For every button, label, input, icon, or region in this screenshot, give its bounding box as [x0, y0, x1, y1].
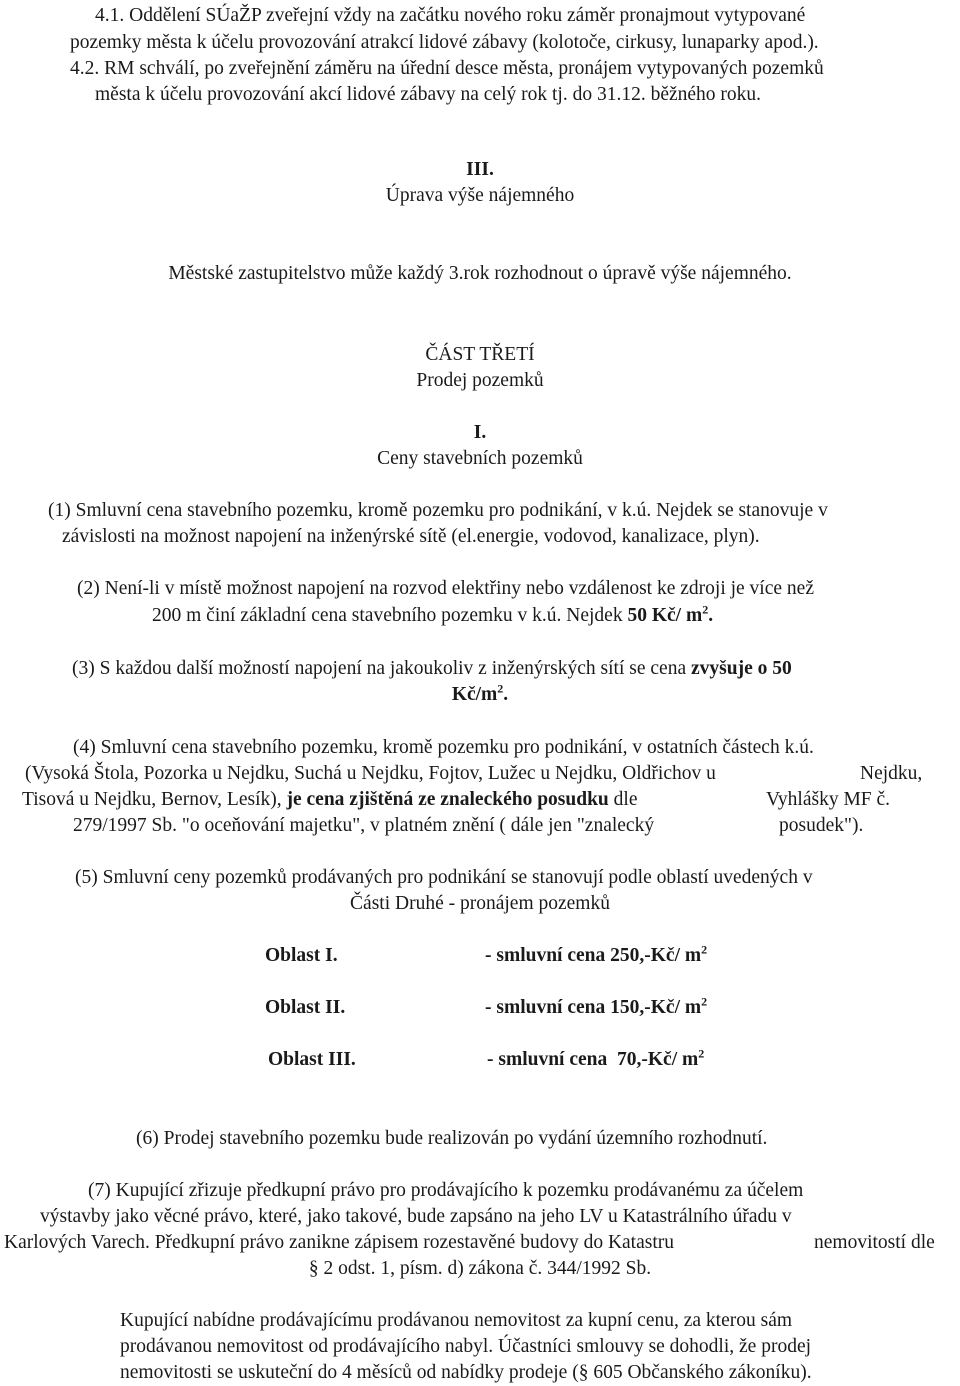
para-3-line-2: $Kč/m^2$. — [451, 681, 509, 705]
para-2-line-2: 200 m činí základní cena stavebního pozemku v k.ú. Nejdek 50 Kč/ $m^2$. — [152, 602, 714, 626]
area-price: - smluvní cena 250,-Kč/ $m^2$ — [485, 942, 708, 966]
section-title-prices: Ceny stavebních pozemků — [377, 448, 583, 469]
expert-valuation: je cena zjištěná ze znaleckého posudku — [286, 789, 609, 810]
area-price: - smluvní cena 150,-Kč/ $m^2$ — [485, 994, 708, 1018]
para-4-line-1: (4) Smluvní cena stavebního pozemku, kromě pozemku pro podnikání, v ostatních částech k.ú. — [73, 737, 814, 758]
para-4-1-line-2: pozemky města k účelu provozování atrakcí lidové zábavy (kolotoče, cirkusy, lunaparky apod.). — [70, 32, 819, 53]
price-increase: zvyšuje o 50 — [690, 658, 792, 679]
para-7-line-3a: Karlových Varech. Předkupní právo zanikne zápisem rozestavěné budovy do Katastru — [4, 1232, 674, 1253]
rent-adjustment-text: Městské zastupitelstvo může každý 3.rok rozhodnout o úpravě výše nájemného. — [168, 263, 792, 284]
para-8-line-2: prodávanou nemovitost od prodávajícího nabyl. Účastníci smlouvy se dohodli, že prodej — [120, 1336, 812, 1357]
para-7-line-4: § 2 odst. 1, písm. d) zákona č. 344/1992 Sb. — [308, 1258, 652, 1279]
section-number-iii: III. — [466, 159, 494, 180]
part-three-heading: ČÁST TŘETÍ — [425, 344, 535, 365]
para-7-line-3b: nemovitostí dle — [814, 1232, 935, 1253]
para-3-line-1: (3) S každou další možností napojení na jakoukoliv z inženýrských sítí se cena zvyšuje o 50 — [72, 658, 792, 679]
para-4-2-line-1: 4.2. RM schválí, po zveřejnění záměru na úřední desce města, pronájem vytypovaných pozemků — [70, 58, 824, 79]
para-4-line-4a: 279/1997 Sb. "o oceňování majetku", v platném znění ( dále jen "znalecký — [73, 815, 655, 836]
para-2-line-1: (2) Není-li v místě možnost napojení na rozvod elektřiny nebo vzdálenost ke zdroji je více než — [77, 578, 814, 599]
section-title-rent: Úprava výše nájemného — [385, 185, 575, 206]
para-4-line-3: Tisová u Nejdku, Bernov, Lesík), je cena zjištěná ze znaleckého posudku dle — [22, 789, 638, 810]
part-three-subheading: Prodej pozemků — [416, 370, 544, 391]
area-price: - smluvní cena 70,-Kč/ $m^2$ — [487, 1046, 705, 1070]
para-8-line-1: Kupující nabídne prodávajícímu prodávanou nemovitost za kupní cenu, za kterou sám — [120, 1310, 793, 1331]
para-4-line-2b: Nejdku, — [860, 763, 923, 784]
para-7-line-2: výstavby jako věcné právo, které, jako takové, bude zapsáno na jeho LV u Katastrálního úřadu v — [40, 1206, 792, 1227]
para-4-line-2a: (Vysoká Štola, Pozorka u Nejdku, Suchá u Nejdku, Fojtov, Lužec u Nejdku, Oldřichov u — [25, 763, 716, 784]
para-4-2-line-2: města k účelu provozování akcí lidové zábavy na celý rok tj. do 31.12. běžného roku. — [95, 84, 762, 105]
para-4-1-line-1: 4.1. Oddělení SÚaŽP zveřejní vždy na začátku nového roku záměr pronajmout vytypované — [95, 5, 806, 26]
para-5-line-1: (5) Smluvní ceny pozemků prodávaných pro podnikání se stanovují podle oblastí uvedených v — [75, 867, 813, 888]
para-6: (6) Prodej stavebního pozemku bude realizován po vydání územního rozhodnutí. — [136, 1128, 768, 1149]
section-number-i: I. — [473, 422, 487, 443]
para-1-line-1: (1) Smluvní cena stavebního pozemku, kromě pozemku pro podnikání, v k.ú. Nejdek se stanovuje v — [48, 500, 828, 521]
area-label: Oblast I. — [265, 945, 338, 966]
para-7-line-1: (7) Kupující zřizuje předkupní právo pro prodávajícího k pozemku prodávanému za účelem — [88, 1180, 804, 1201]
area-label: Oblast II. — [265, 997, 346, 1018]
area-label: Oblast III. — [268, 1049, 356, 1070]
para-8-line-3: nemovitosti se uskuteční do 4 měsíců od nabídky prodeje (§ 605 Občanského zákoníku). — [120, 1362, 812, 1383]
base-price: 50 Kč/ $m^2$. — [627, 602, 714, 626]
para-4-line-3b: Vyhlášky MF č. — [766, 789, 891, 810]
para-4-line-4b: posudek"). — [779, 815, 864, 836]
para-5-line-2: Části Druhé - pronájem pozemků — [350, 893, 610, 914]
para-1-line-2: závislosti na možnost napojení na inženýrské sítě (el.energie, vodovod, kanalizace, plyn). — [62, 526, 760, 547]
